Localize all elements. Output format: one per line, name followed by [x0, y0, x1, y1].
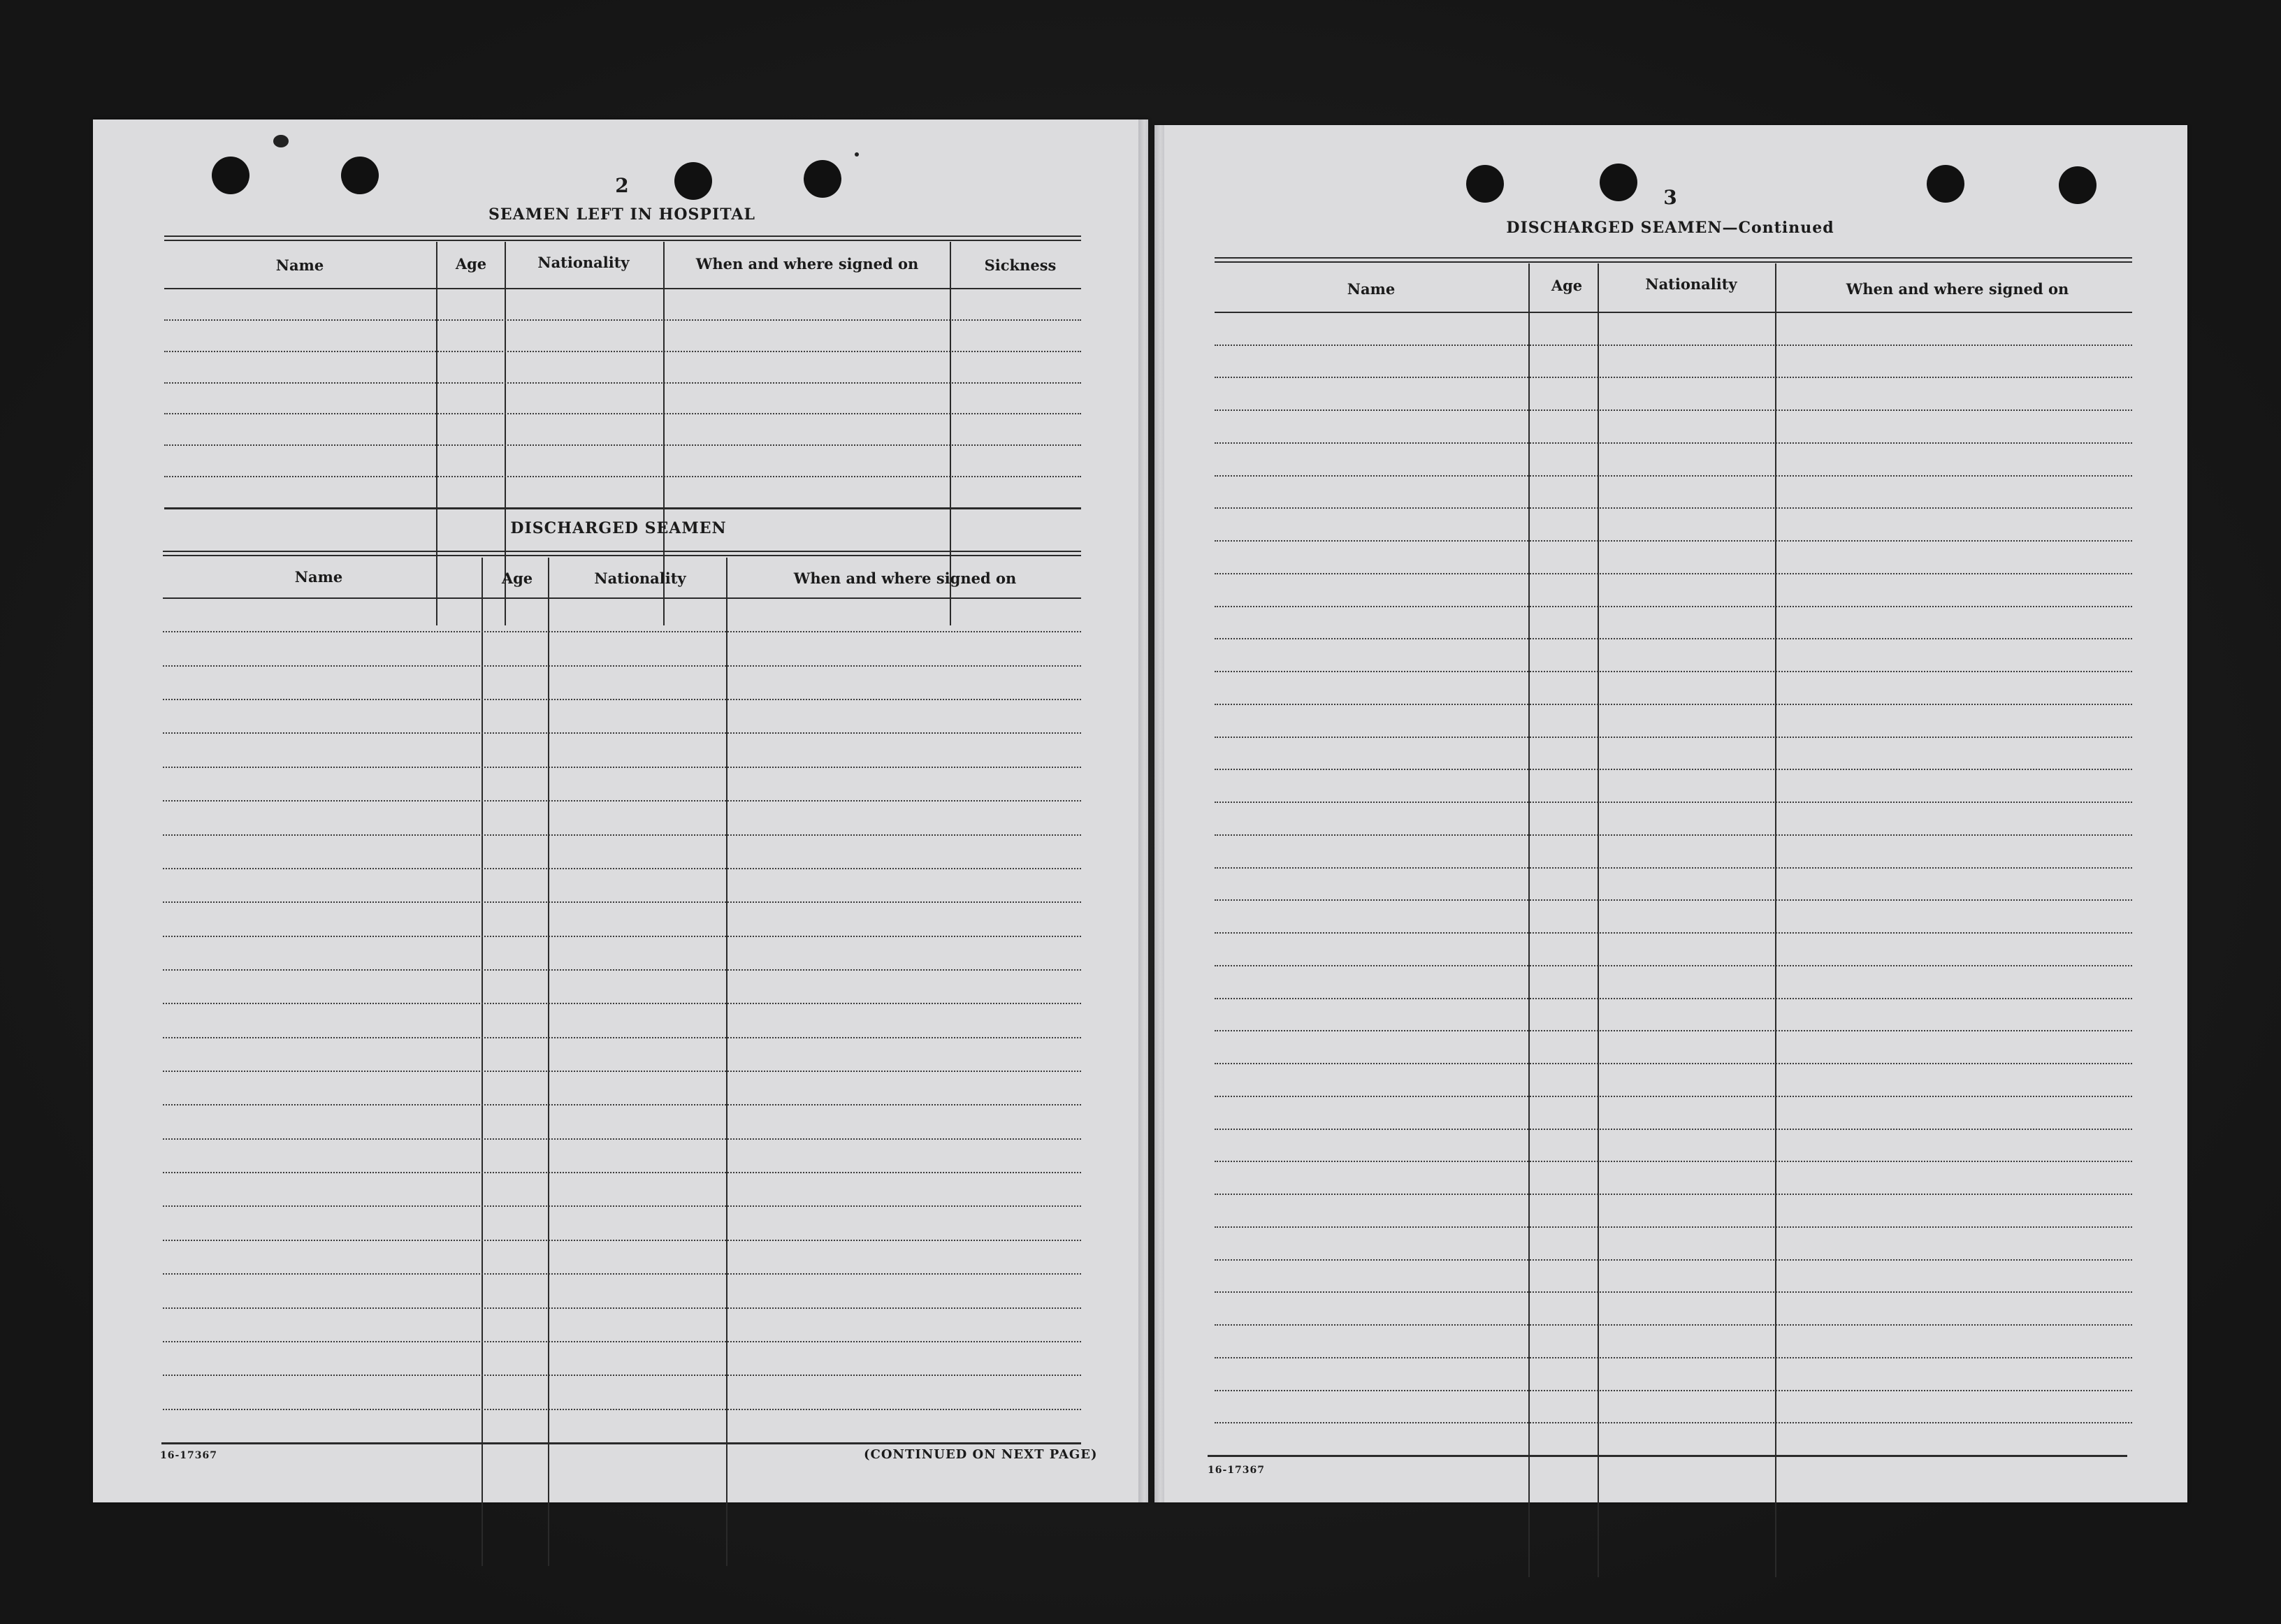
discharged-header-rule: [163, 597, 1081, 599]
page-number: 3: [1663, 186, 1677, 209]
table-row-line: [163, 1240, 1081, 1241]
col-header-signed-on: When and where signed on: [793, 570, 1017, 587]
page-fold-shadow: [1154, 125, 1164, 1502]
table-row-line: [164, 476, 1081, 477]
col-header-age: Age: [501, 570, 533, 587]
table-row-line: [1215, 1063, 2132, 1064]
table-row-line: [1215, 1259, 2132, 1261]
col-header-name: Name: [1347, 280, 1396, 298]
table-row-line: [163, 834, 1081, 836]
column-divider: [1528, 263, 1530, 1577]
table-row-line: [163, 732, 1081, 734]
table-row-line: [163, 969, 1081, 971]
discharged-bottom-rule: [161, 1442, 1081, 1444]
table-row-line: [163, 1409, 1081, 1410]
col-header-name: Name: [275, 256, 324, 274]
table-row-line: [163, 665, 1081, 667]
col-header-signed-on: When and where signed on: [695, 255, 919, 273]
table-row-line: [1215, 1422, 2132, 1423]
table-row-line: [163, 1273, 1081, 1275]
table-row-line: [1215, 345, 2132, 346]
table-row-line: [1215, 998, 2132, 999]
table-row-line: [1215, 1291, 2132, 1293]
table-row-line: [163, 868, 1081, 869]
table-row-line: [1215, 1161, 2132, 1162]
table-row-line: [163, 631, 1081, 632]
table-row-line: [163, 1172, 1081, 1173]
continued-header-rule: [1215, 312, 2132, 313]
col-header-age: Age: [1551, 277, 1583, 294]
table-row-line: [163, 1037, 1081, 1038]
hospital-section-title: SEAMEN LEFT IN HOSPITAL: [488, 205, 755, 224]
table-row-line: [1215, 409, 2132, 411]
table-row-line: [1215, 802, 2132, 803]
hospital-header-rule: [164, 288, 1081, 289]
table-row-line: [163, 901, 1081, 903]
table-row-line: [1215, 834, 2132, 836]
table-row-line: [1215, 540, 2132, 542]
table-row-line: [164, 413, 1081, 414]
col-header-nationality: Nationality: [594, 570, 686, 587]
table-row-line: [1215, 507, 2132, 509]
table-row-line: [1215, 638, 2132, 639]
table-row-line: [1215, 1096, 2132, 1097]
col-header-age: Age: [455, 255, 487, 273]
column-divider: [950, 242, 951, 625]
col-header-sickness: Sickness: [984, 256, 1057, 274]
table-row-line: [1215, 1129, 2132, 1130]
table-row-line: [164, 382, 1081, 384]
punch-hole: [1600, 164, 1637, 201]
table-row-line: [1215, 475, 2132, 477]
ink-speck: [855, 152, 859, 157]
hospital-top-rule: [164, 235, 1081, 241]
page-fold-shadow: [1138, 119, 1148, 1502]
punch-hole: [1927, 165, 1964, 203]
discharged-section-title: DISCHARGED SEAMEN: [510, 519, 727, 537]
punch-hole: [341, 157, 379, 194]
table-row-line: [1215, 1030, 2132, 1031]
left-page: [93, 119, 1148, 1502]
column-divider: [548, 558, 549, 1566]
form-code: 16-17367: [1208, 1465, 1265, 1476]
column-divider: [505, 242, 506, 625]
table-row-line: [1215, 932, 2132, 934]
table-row-line: [1215, 1357, 2132, 1358]
right-page: [1154, 125, 2187, 1502]
table-row-line: [1215, 769, 2132, 770]
table-row-line: [1215, 899, 2132, 901]
punch-hole: [1466, 165, 1504, 203]
table-row-line: [163, 699, 1081, 700]
table-row-line: [1215, 1194, 2132, 1195]
table-row-line: [164, 351, 1081, 352]
col-header-signed-on: When and where signed on: [1846, 280, 2069, 298]
table-row-line: [1215, 671, 2132, 672]
table-row-line: [1215, 442, 2132, 444]
column-divider: [481, 558, 483, 1566]
table-row-line: [163, 1104, 1081, 1105]
table-row-line: [1215, 737, 2132, 738]
table-row-line: [163, 1071, 1081, 1072]
table-row-line: [163, 1138, 1081, 1140]
discharged-continued-title: DISCHARGED SEAMEN—Continued: [1506, 219, 1834, 237]
table-row-line: [163, 767, 1081, 768]
table-row-line: [1215, 377, 2132, 378]
col-header-name: Name: [294, 568, 343, 586]
table-row-line: [163, 936, 1081, 937]
table-row-line: [1215, 606, 2132, 607]
table-row-line: [163, 1341, 1081, 1342]
column-divider: [1775, 263, 1776, 1577]
hospital-bottom-rule: [164, 507, 1081, 509]
continued-top-rule: [1215, 257, 2132, 263]
punch-hole: [212, 157, 249, 194]
continued-bottom-rule: [1208, 1455, 2127, 1457]
col-header-nationality: Nationality: [537, 254, 630, 271]
table-row-line: [163, 1375, 1081, 1376]
table-row-line: [164, 319, 1081, 321]
discharged-top-rule: [163, 551, 1081, 556]
page-number: 2: [615, 174, 629, 197]
ink-speck: [273, 135, 289, 147]
table-row-line: [1215, 573, 2132, 574]
table-row-line: [1215, 1390, 2132, 1391]
table-row-line: [1215, 1324, 2132, 1326]
punch-hole: [674, 162, 712, 200]
form-code: 16-17367: [160, 1450, 217, 1461]
column-divider: [663, 242, 665, 625]
continued-note: (CONTINUED ON NEXT PAGE): [864, 1447, 1098, 1462]
table-row-line: [163, 1205, 1081, 1207]
column-divider: [436, 242, 437, 625]
table-row-line: [1215, 965, 2132, 966]
table-row-line: [164, 444, 1081, 446]
table-row-line: [1215, 1226, 2132, 1228]
column-divider: [726, 558, 727, 1566]
table-row-line: [163, 1307, 1081, 1309]
column-divider: [1598, 263, 1599, 1577]
table-row-line: [1215, 704, 2132, 705]
col-header-nationality: Nationality: [1645, 275, 1737, 293]
punch-hole: [804, 160, 841, 198]
punch-hole: [2059, 166, 2097, 204]
table-row-line: [1215, 867, 2132, 869]
table-row-line: [163, 800, 1081, 802]
table-row-line: [163, 1003, 1081, 1004]
